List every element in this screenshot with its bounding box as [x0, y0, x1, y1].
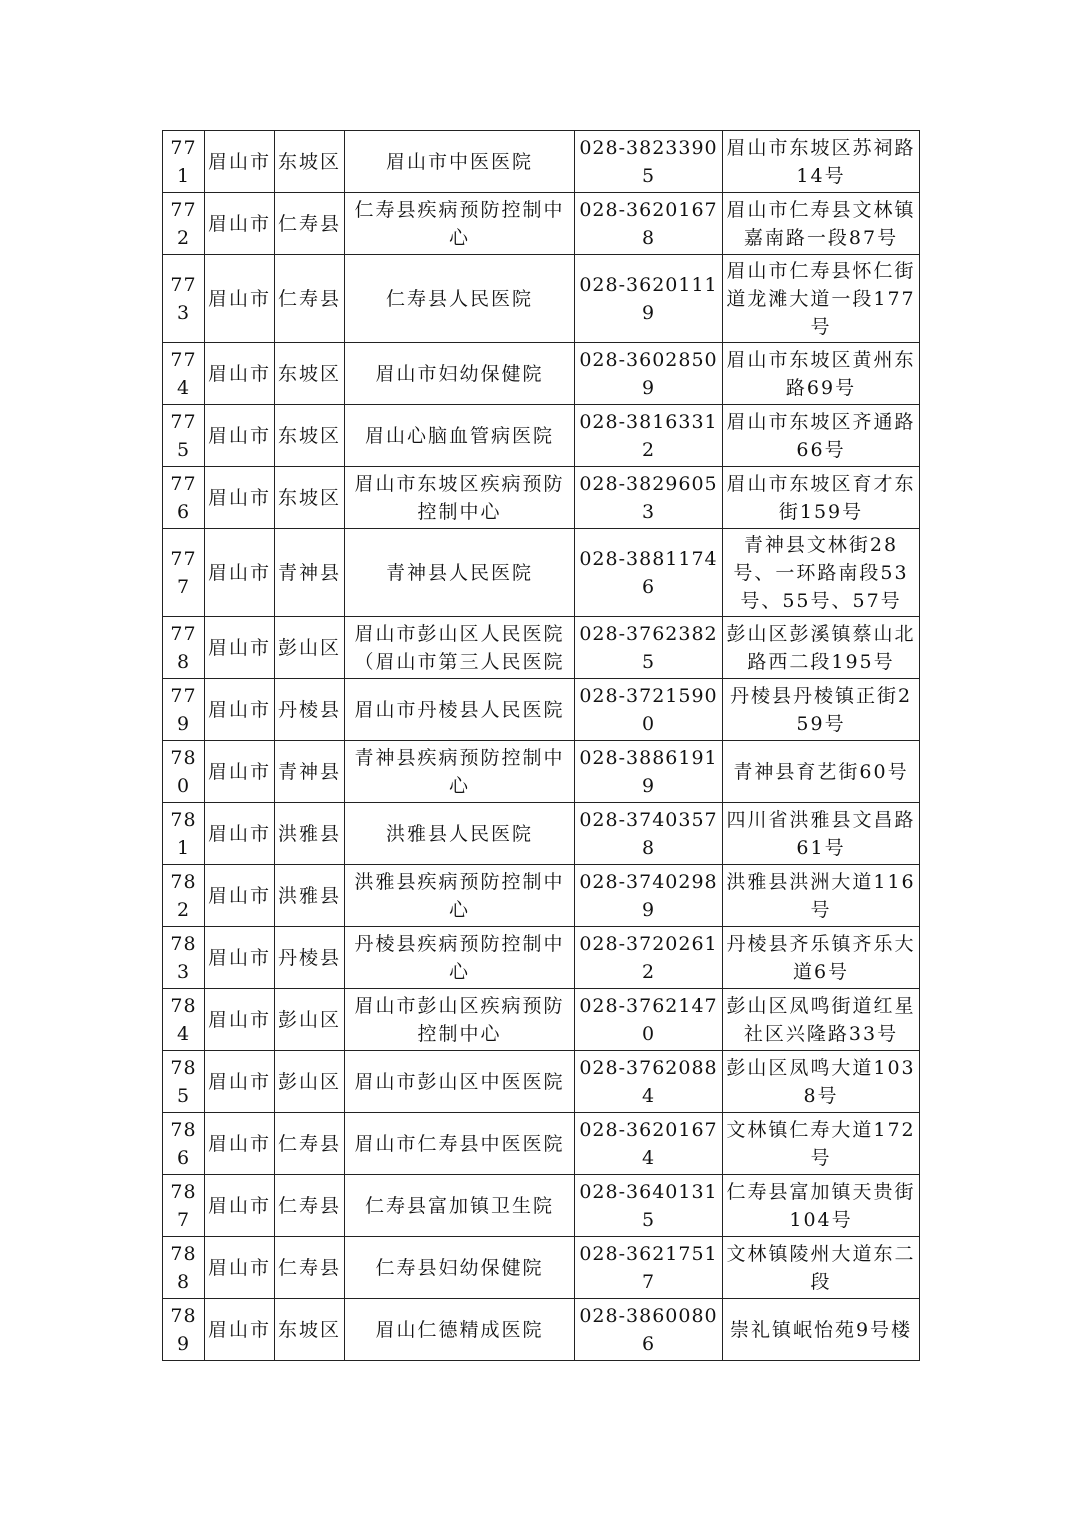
- table-row: [163, 989, 920, 1051]
- table-row: [163, 617, 920, 679]
- hospital-name-cell: 洪雅县疾病预防控制中心: [345, 865, 575, 927]
- address-cell: 仁寿县富加镇天贵街104号: [723, 1175, 920, 1237]
- hospital-name-cell: 眉山市妇幼保健院: [345, 343, 575, 405]
- phone-cell: 028-37623825: [575, 617, 723, 679]
- phone-cell: 028-38811746: [575, 529, 723, 617]
- hospital-name-cell: 仁寿县疾病预防控制中心: [345, 193, 575, 255]
- city-cell: 眉山市: [205, 803, 275, 865]
- hospital-name-cell: 眉山市仁寿县中医医院: [345, 1113, 575, 1175]
- row-number: 787: [163, 1175, 205, 1237]
- city-cell: 眉山市: [205, 255, 275, 343]
- phone-cell: 028-37621470: [575, 989, 723, 1051]
- district-cell: 丹棱县: [275, 927, 345, 989]
- city-cell: 眉山市: [205, 467, 275, 529]
- city-cell: 眉山市: [205, 865, 275, 927]
- hospital-name-cell: 眉山市中医医院: [345, 131, 575, 193]
- hospital-name-cell: 眉山心脑血管病医院: [345, 405, 575, 467]
- address-cell: 眉山市东坡区黄州东路69号: [723, 343, 920, 405]
- phone-cell: 028-38233905: [575, 131, 723, 193]
- hospital-name-cell: 青神县人民医院: [345, 529, 575, 617]
- table-row: [163, 1175, 920, 1237]
- district-cell: 丹棱县: [275, 679, 345, 741]
- table-row: [163, 529, 920, 617]
- hospital-name-cell: 丹棱县疾病预防控制中心: [345, 927, 575, 989]
- city-cell: 眉山市: [205, 1299, 275, 1361]
- hospital-name-cell: 仁寿县妇幼保健院: [345, 1237, 575, 1299]
- table-row: [163, 131, 920, 193]
- table-row: [163, 1113, 920, 1175]
- phone-cell: 028-37402989: [575, 865, 723, 927]
- district-cell: 东坡区: [275, 343, 345, 405]
- row-number: 789: [163, 1299, 205, 1361]
- phone-cell: 028-38296053: [575, 467, 723, 529]
- district-cell: 彭山区: [275, 1051, 345, 1113]
- phone-cell: 028-36401315: [575, 1175, 723, 1237]
- address-cell: 崇礼镇岷怡苑9号楼: [723, 1299, 920, 1361]
- city-cell: 眉山市: [205, 343, 275, 405]
- address-cell: 眉山市仁寿县文林镇嘉南路一段87号: [723, 193, 920, 255]
- address-cell: 丹棱县丹棱镇正街259号: [723, 679, 920, 741]
- address-cell: 文林镇仁寿大道172号: [723, 1113, 920, 1175]
- hospital-name-cell: 眉山市彭山区疾病预防控制中心: [345, 989, 575, 1051]
- row-number: 773: [163, 255, 205, 343]
- address-cell: 丹棱县齐乐镇齐乐大道6号: [723, 927, 920, 989]
- phone-cell: 028-37620884: [575, 1051, 723, 1113]
- district-cell: 仁寿县: [275, 1113, 345, 1175]
- table-row: [163, 405, 920, 467]
- address-cell: 文林镇陵州大道东二段: [723, 1237, 920, 1299]
- district-cell: 东坡区: [275, 1299, 345, 1361]
- district-cell: 东坡区: [275, 131, 345, 193]
- city-cell: 眉山市: [205, 405, 275, 467]
- row-number: 779: [163, 679, 205, 741]
- district-cell: 仁寿县: [275, 1175, 345, 1237]
- hospital-table: [162, 130, 920, 1361]
- district-cell: 仁寿县: [275, 193, 345, 255]
- phone-cell: 028-36201674: [575, 1113, 723, 1175]
- address-cell: 彭山区彭溪镇蔡山北路西二段195号: [723, 617, 920, 679]
- address-cell: 彭山区凤鸣街道红星社区兴隆路33号: [723, 989, 920, 1051]
- phone-cell: 028-37215900: [575, 679, 723, 741]
- phone-cell: 028-36217517: [575, 1237, 723, 1299]
- district-cell: 仁寿县: [275, 1237, 345, 1299]
- address-cell: 四川省洪雅县文昌路61号: [723, 803, 920, 865]
- phone-cell: 028-37403578: [575, 803, 723, 865]
- district-cell: 青神县: [275, 741, 345, 803]
- hospital-name-cell: 眉山市彭山区中医医院: [345, 1051, 575, 1113]
- row-number: 777: [163, 529, 205, 617]
- row-number: 781: [163, 803, 205, 865]
- hospital-name-cell: 仁寿县富加镇卫生院: [345, 1175, 575, 1237]
- address-cell: 眉山市东坡区齐通路66号: [723, 405, 920, 467]
- city-cell: 眉山市: [205, 529, 275, 617]
- district-cell: 洪雅县: [275, 803, 345, 865]
- table-row: [163, 679, 920, 741]
- district-cell: 洪雅县: [275, 865, 345, 927]
- row-number: 775: [163, 405, 205, 467]
- row-number: 778: [163, 617, 205, 679]
- address-cell: 青神县文林街28号、一环路南段53号、55号、57号: [723, 529, 920, 617]
- city-cell: 眉山市: [205, 131, 275, 193]
- row-number: 784: [163, 989, 205, 1051]
- table-row: [163, 255, 920, 343]
- hospital-name-cell: 眉山市彭山区人民医院（眉山市第三人民医院: [345, 617, 575, 679]
- phone-cell: 028-36028509: [575, 343, 723, 405]
- address-cell: 眉山市仁寿县怀仁街道龙滩大道一段177号: [723, 255, 920, 343]
- city-cell: 眉山市: [205, 1237, 275, 1299]
- district-cell: 东坡区: [275, 405, 345, 467]
- address-cell: 眉山市东坡区苏祠路14号: [723, 131, 920, 193]
- city-cell: 眉山市: [205, 989, 275, 1051]
- district-cell: 青神县: [275, 529, 345, 617]
- phone-cell: 028-38600806: [575, 1299, 723, 1361]
- district-cell: 仁寿县: [275, 255, 345, 343]
- phone-cell: 028-38163312: [575, 405, 723, 467]
- row-number: 782: [163, 865, 205, 927]
- row-number: 785: [163, 1051, 205, 1113]
- table-row: [163, 193, 920, 255]
- hospital-name-cell: 洪雅县人民医院: [345, 803, 575, 865]
- row-number: 776: [163, 467, 205, 529]
- table-row: [163, 1051, 920, 1113]
- table-row: [163, 865, 920, 927]
- phone-cell: 028-37202612: [575, 927, 723, 989]
- table-row: [163, 467, 920, 529]
- address-cell: 洪雅县洪洲大道116号: [723, 865, 920, 927]
- table-row: [163, 741, 920, 803]
- row-number: 774: [163, 343, 205, 405]
- city-cell: 眉山市: [205, 927, 275, 989]
- table-row: [163, 343, 920, 405]
- hospital-name-cell: 眉山市东坡区疾病预防控制中心: [345, 467, 575, 529]
- city-cell: 眉山市: [205, 1113, 275, 1175]
- district-cell: 彭山区: [275, 617, 345, 679]
- address-cell: 眉山市东坡区育才东街159号: [723, 467, 920, 529]
- phone-cell: 028-36201119: [575, 255, 723, 343]
- city-cell: 眉山市: [205, 679, 275, 741]
- city-cell: 眉山市: [205, 741, 275, 803]
- district-cell: 彭山区: [275, 989, 345, 1051]
- hospital-name-cell: 青神县疾病预防控制中心: [345, 741, 575, 803]
- district-cell: 东坡区: [275, 467, 345, 529]
- hospital-name-cell: 仁寿县人民医院: [345, 255, 575, 343]
- table-row: [163, 803, 920, 865]
- row-number: 771: [163, 131, 205, 193]
- row-number: 788: [163, 1237, 205, 1299]
- row-number: 772: [163, 193, 205, 255]
- table-row: [163, 927, 920, 989]
- address-cell: 青神县育艺街60号: [723, 741, 920, 803]
- hospital-name-cell: 眉山市丹棱县人民医院: [345, 679, 575, 741]
- city-cell: 眉山市: [205, 193, 275, 255]
- phone-cell: 028-36201678: [575, 193, 723, 255]
- city-cell: 眉山市: [205, 1051, 275, 1113]
- row-number: 780: [163, 741, 205, 803]
- city-cell: 眉山市: [205, 617, 275, 679]
- table-row: [163, 1237, 920, 1299]
- row-number: 786: [163, 1113, 205, 1175]
- row-number: 783: [163, 927, 205, 989]
- hospital-name-cell: 眉山仁德精成医院: [345, 1299, 575, 1361]
- phone-cell: 028-38861919: [575, 741, 723, 803]
- table-row: [163, 1299, 920, 1361]
- city-cell: 眉山市: [205, 1175, 275, 1237]
- address-cell: 彭山区凤鸣大道1038号: [723, 1051, 920, 1113]
